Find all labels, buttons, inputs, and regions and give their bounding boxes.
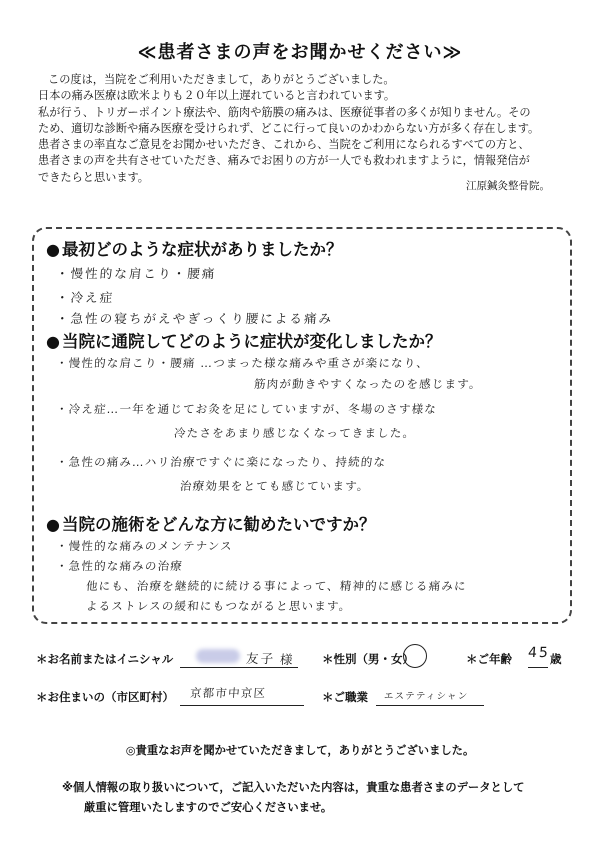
- gender-label: ＊性別（男・女）: [322, 652, 414, 666]
- name-value: 友子: [245, 651, 276, 666]
- answer-line: ・急性の痛み…ハリ治療ですぐに楽になったり、持続的な: [55, 455, 387, 469]
- gender-circle: [403, 644, 427, 668]
- address-underline: [180, 704, 304, 706]
- bullet-mark: ●: [46, 515, 60, 534]
- answer-line: よるストレスの緩和にもつながると思います。: [85, 599, 352, 613]
- question-1-text: 最初どのような症状がありましたか？: [61, 240, 343, 259]
- answer-line: ・慢性的な肩こり・腰痛: [55, 266, 217, 281]
- job-underline: [376, 704, 484, 706]
- privacy-notice: [62, 778, 582, 818]
- intro-line: ため、適切な診断や痛み医療を受けられず、どこに行って良いのかわからない方が多く存在します。: [38, 121, 540, 135]
- answer-line: ・冷え症: [55, 290, 115, 305]
- privacy-line: 厳重に管理いたしますのでご安心くださいませ。: [84, 801, 333, 814]
- privacy-line: ※個人情報の取り扱いについて，ご記入いただいた内容は，貴重な患者さまのデータとして: [62, 781, 525, 794]
- answer-line: 治療効果をとても感じています。: [179, 479, 371, 493]
- age-label: ＊ご年齢: [466, 652, 512, 666]
- page-title: ≪患者さまの声をお聞かせください≫: [137, 42, 463, 63]
- age-value: 45: [527, 645, 551, 661]
- intro-line: 患者さまの率直なご意見をお聞かせいただき、これから、当院をご利用になられるすべての方と、: [38, 138, 530, 152]
- intro-line: できたらと思います。: [38, 170, 149, 184]
- job-value: エステティシャン: [383, 691, 469, 702]
- age-unit: 歳: [550, 652, 562, 666]
- answer-line: ・慢性的な痛みのメンテナンス: [55, 539, 234, 553]
- age-underline: [528, 666, 548, 668]
- answer-line: ・急性の寝ちがえやぎっくり腰による痛み: [55, 311, 334, 326]
- intro-line: 日本の痛み医療は欧米よりも２０年以上遅れていると言われています。: [38, 89, 396, 103]
- question-2-text: 当院に通院してどのように症状が変化しましたか？: [61, 332, 442, 351]
- bullet-mark: ●: [46, 332, 60, 351]
- answer-line: 他にも、治療を継続的に続ける事によって、精神的に感じる痛みに: [85, 579, 468, 593]
- address-value: 京都市中京区: [189, 686, 267, 700]
- intro-line: 私が行う、トリガーポイント療法や、筋肉や筋膜の痛みは、医療従事者の多くが知りません。その: [38, 105, 531, 119]
- clinic-signature: 江原鍼灸整骨院。: [466, 180, 550, 192]
- question-2: [46, 328, 441, 352]
- question-3: [46, 511, 375, 535]
- bullet-mark: ●: [46, 240, 60, 259]
- answer-line: ・冷え症…一年を通じてお灸を足にしていますが、冬場のさす様な: [55, 402, 438, 416]
- intro-line: この度は，当院をご利用いただきまして，ありがとうございました。: [48, 73, 395, 86]
- name-label: ＊お名前またはイニシャル: [36, 652, 174, 666]
- address-label: ＊お住まいの（市区町村）: [36, 690, 174, 704]
- answer-line: 筋肉が動きやすくなったのを感じます。: [253, 377, 483, 391]
- answer-line: 冷たさをあまり感じなくなってきました。: [173, 426, 416, 440]
- thanks-message: ◎貴重なお声を聞かせていただきまして，ありがとうございました。: [125, 744, 475, 757]
- intro-line: 患者さまの声を共有させていただき、痛みでお困りの方が一人でも救われますように，情報発信が: [38, 154, 530, 168]
- question-3-text: 当院の施術をどんな方に勧めたいですか？: [61, 515, 376, 534]
- answer-line: ・急性的な痛みの治療: [55, 559, 184, 573]
- job-label: ＊ご職業: [322, 690, 368, 704]
- name-suffix: 様: [279, 652, 296, 667]
- intro-text: [38, 72, 568, 186]
- name-redaction: [196, 649, 240, 663]
- question-1: [46, 236, 342, 260]
- answer-line: ・慢性的な肩こり・腰痛 …つまった様な痛みや重さが楽になり、: [55, 356, 430, 370]
